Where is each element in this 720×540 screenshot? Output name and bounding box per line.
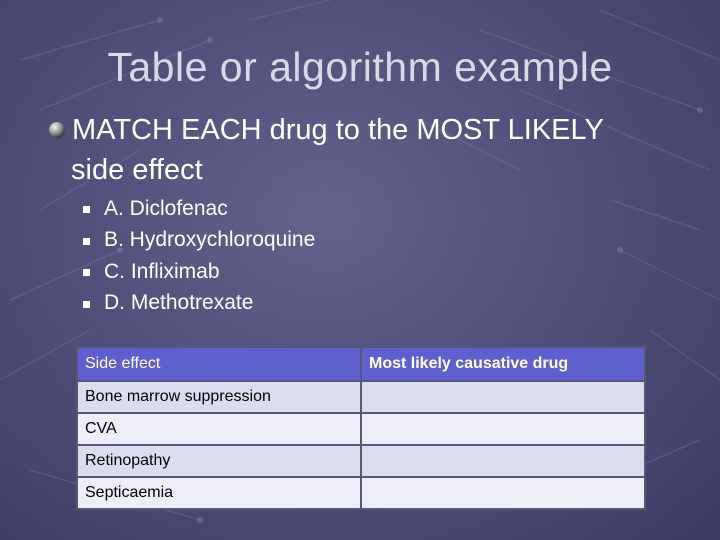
- option-text: C. Infliximab: [104, 259, 220, 283]
- side-effect-cell: Septicaemia: [77, 477, 361, 509]
- side-effect-cell: CVA: [77, 413, 361, 445]
- drug-answer-cell: [361, 413, 645, 445]
- main-bullet-text: [72, 110, 692, 190]
- table-row: [77, 477, 645, 509]
- side-effect-cell: Retinopathy: [77, 445, 361, 477]
- list-item: [83, 225, 315, 257]
- option-text: A. Diclofenac: [104, 196, 228, 220]
- table-header-row: [77, 347, 645, 381]
- square-bullet-icon: [83, 269, 90, 276]
- list-item: [83, 288, 315, 320]
- list-item: [83, 256, 315, 288]
- square-bullet-icon: [83, 301, 90, 308]
- slide-title: Table or algorithm example: [107, 44, 613, 90]
- main-bullet-line-2: side effect: [71, 154, 203, 186]
- drug-answer-cell: [361, 445, 645, 477]
- drug-answer-cell: [361, 477, 645, 509]
- side-effect-cell: Bone marrow suppression: [77, 381, 361, 413]
- table-row: [77, 445, 645, 477]
- header-causative-drug: Most likely causative drug: [361, 347, 645, 381]
- square-bullet-icon: [83, 206, 90, 213]
- table-row: [77, 413, 645, 445]
- header-side-effect: Side effect: [77, 347, 361, 381]
- drug-answer-cell: [361, 381, 645, 413]
- square-bullet-icon: [83, 238, 90, 245]
- option-text: D. Methotrexate: [104, 291, 254, 315]
- matching-table: [76, 346, 646, 510]
- list-item: [83, 193, 315, 225]
- main-bullet-line-1: MATCH EACH drug to the MOST LIKELY: [72, 114, 604, 146]
- drug-options-list: [83, 193, 315, 319]
- option-text: B. Hydroxychloroquine: [104, 228, 316, 252]
- round-bullet-icon: [48, 121, 66, 139]
- table-row: [77, 381, 645, 413]
